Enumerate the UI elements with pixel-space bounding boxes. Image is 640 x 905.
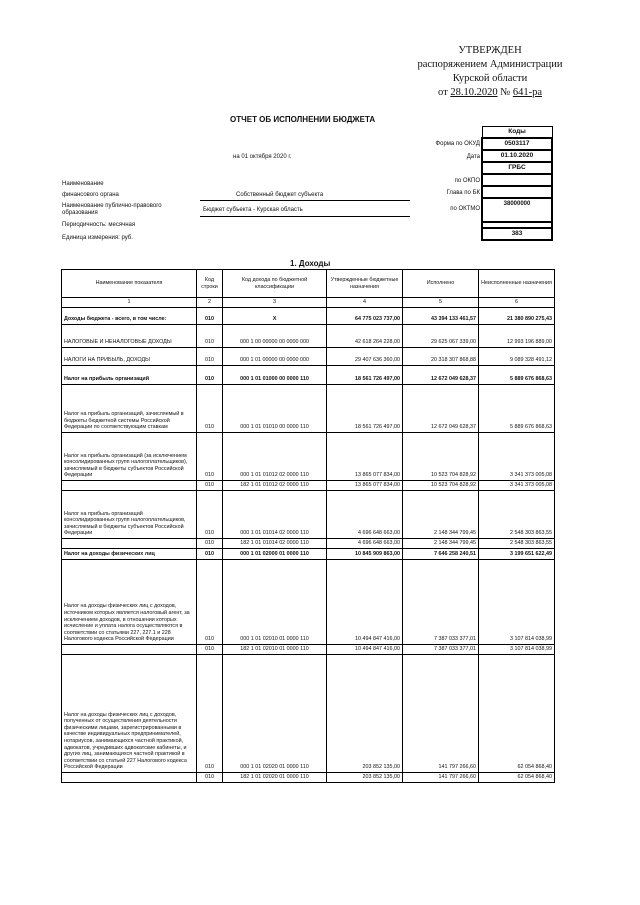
okei-code: 383: [482, 228, 552, 240]
table-row: [62, 366, 555, 385]
okud-label: Форма по ОКУД: [435, 141, 480, 147]
org-label-2: финансового органа: [62, 192, 119, 198]
chief-code: [482, 186, 552, 198]
unit-label: Единица измерения: руб.: [62, 235, 133, 241]
column-number: 6: [479, 298, 555, 308]
row-income-code: 182 1 01 01014 02 0000 110: [223, 539, 327, 549]
row-name: Доходы бюджета - всего, в том числе:: [62, 308, 197, 325]
approval-date: 28.10.2020: [450, 87, 498, 98]
column-header: Код строки: [197, 270, 223, 298]
row-unexecuted: 62 054 868,40: [479, 655, 555, 773]
row-income-code: 000 1 01 01014 02 0000 110: [223, 491, 327, 539]
row-unexecuted: 5 889 676 868,63: [479, 366, 555, 385]
row-approved: 64 775 023 737,00: [327, 308, 403, 325]
row-executed: 7 387 033 377,01: [403, 560, 479, 645]
row-executed: 141 797 266,60: [403, 655, 479, 773]
org-label-1: Наименование: [62, 181, 104, 187]
row-name: [62, 481, 197, 491]
row-approved: 10 494 847 416,00: [327, 645, 403, 655]
row-unexecuted: 3 341 373 005,08: [479, 481, 555, 491]
row-approved: 203 852 135,00: [327, 773, 403, 783]
row-approved: 10 494 847 416,00: [327, 560, 403, 645]
approval-number-sign: №: [500, 87, 511, 98]
row-name: НАЛОГИ НА ПРИБЫЛЬ, ДОХОДЫ: [62, 348, 197, 366]
approval-date-line: [390, 86, 590, 100]
row-approved: 10 845 909 863,00: [327, 549, 403, 560]
row-executed: 2 148 344 799,45: [403, 539, 479, 549]
approval-line: Курской области: [452, 73, 528, 84]
row-executed: 10 523 704 828,92: [403, 481, 479, 491]
row-line-code: 010: [197, 539, 223, 549]
codes-table: [481, 126, 553, 241]
row-approved: 29 407 636 360,00: [327, 348, 403, 366]
table-row: [62, 348, 555, 366]
row-income-code: 000 1 01 01010 00 0000 110: [223, 385, 327, 433]
table-row: [62, 655, 555, 773]
row-executed: 20 318 307 868,88: [403, 348, 479, 366]
row-name: Налог на прибыль организаций консолидированных групп налогоплательщиков, зачисляемый в бюджеты субъектов Российской Федерации: [62, 491, 197, 539]
approval-title: УТВЕРЖДЕН: [458, 45, 522, 56]
row-income-code: 182 1 01 02020 01 0000 110: [223, 773, 327, 783]
pplo-label-2: образования: [62, 210, 98, 216]
column-number: 4: [327, 298, 403, 308]
row-approved: 18 561 726 497,00: [327, 366, 403, 385]
pplo-label-1: Наименование публично-правового: [62, 203, 162, 209]
row-name: НАЛОГОВЫЕ И НЕНАЛОГОВЫЕ ДОХОДЫ: [62, 325, 197, 348]
row-income-code: 000 1 01 02020 01 0000 110: [223, 655, 327, 773]
row-line-code: 010: [197, 366, 223, 385]
column-header: Утвержденные бюджетные назначения: [327, 270, 403, 298]
row-income-code: 182 1 01 02010 01 0000 110: [223, 645, 327, 655]
revenue-table: [61, 269, 555, 783]
row-unexecuted: 5 889 676 868,63: [479, 385, 555, 433]
column-header: Наименование показателя: [62, 270, 197, 298]
row-line-code: 010: [197, 655, 223, 773]
row-income-code: 000 1 01 02010 01 0000 110: [223, 560, 327, 645]
row-unexecuted: 3 341 373 005,08: [479, 433, 555, 481]
approval-date-prefix: от: [437, 87, 448, 98]
row-approved: 4 696 648 663,00: [327, 539, 403, 549]
column-number-row: [62, 298, 555, 308]
table-row: [62, 491, 555, 539]
row-name: Налог на доходы физических лиц с доходов, источником которых является налоговый агент, за исключением доходов, в отношении которых исчисление и уплата налога осуществляются в соответствии со статьями 227, 227.1 и 228 Налогового кодекса Российской Федерации: [62, 560, 197, 645]
row-executed: 7 646 258 240,51: [403, 549, 479, 560]
table-row: [62, 481, 555, 491]
row-unexecuted: 62 054 868,40: [479, 773, 555, 783]
report-title: ОТЧЕТ ОБ ИСПОЛНЕНИИ БЮДЖЕТА: [230, 115, 376, 124]
row-name: Налог на прибыль организаций, зачисляемый в бюджеты бюджетной системы Российской Федерации по соответствующим ставкам: [62, 385, 197, 433]
column-header: Код дохода по бюджетной классификации: [223, 270, 327, 298]
row-approved: 13 865 077 834,00: [327, 433, 403, 481]
row-name: Налог на прибыль организаций (за исключением консолидированных групп налогоплательщиков), зачисляемый в бюджеты субъектов Российской Федерации: [62, 433, 197, 481]
row-executed: 7 387 033 377,01: [403, 645, 479, 655]
divider: [200, 216, 410, 217]
row-income-code: 000 1 01 01012 02 0000 110: [223, 433, 327, 481]
row-unexecuted: 2 548 303 863,55: [479, 491, 555, 539]
row-line-code: 010: [197, 481, 223, 491]
chief-label: Глава по БК: [446, 190, 480, 196]
row-line-code: 010: [197, 491, 223, 539]
oktmo-label: по ОКТМО: [450, 206, 480, 212]
table-row: [62, 325, 555, 348]
row-unexecuted: 2 548 303 863,55: [479, 539, 555, 549]
table-row: [62, 433, 555, 481]
approval-number: 641-ра: [512, 87, 543, 98]
row-income-code: X: [223, 308, 327, 325]
row-name: [62, 645, 197, 655]
divider: [200, 200, 410, 201]
approval-block: [390, 44, 590, 100]
column-number: 2: [197, 298, 223, 308]
row-income-code: 182 1 01 01012 02 0000 110: [223, 481, 327, 491]
org-value: Собственный бюджет субъекта: [236, 192, 324, 198]
okpo-label: по ОКПО: [454, 178, 480, 184]
row-line-code: 010: [197, 645, 223, 655]
row-executed: 29 625 067 339,00: [403, 325, 479, 348]
row-line-code: 010: [197, 325, 223, 348]
row-unexecuted: 9 089 328 491,12: [479, 348, 555, 366]
table-row: [62, 539, 555, 549]
table-row: [62, 773, 555, 783]
grbs-code: ГРБС: [482, 162, 552, 174]
row-name: Налог на доходы физических лиц с доходов, полученных от осуществления деятельности физическими лицами, зарегистрированными в качестве индивидуальных предпринимателей, нотариусов, занимающихся частной практикой, адвокатов, учредивших адвокатские кабинеты, и других лиц, занимающихся частной практикой в соответствии со статьей 227 Налогового кодекса Российской Федерации: [62, 655, 197, 773]
table-row: [62, 560, 555, 645]
column-number: 5: [403, 298, 479, 308]
row-executed: 141 797 266,60: [403, 773, 479, 783]
row-line-code: 010: [197, 773, 223, 783]
column-header: Исполнено: [403, 270, 479, 298]
period-label: Периодичность: месячная: [62, 222, 136, 228]
column-number: 1: [62, 298, 197, 308]
row-line-code: 010: [197, 308, 223, 325]
row-income-code: 000 1 01 01000 00 0000 110: [223, 366, 327, 385]
row-name: [62, 773, 197, 783]
codes-header: Коды: [482, 127, 552, 139]
row-income-code: 000 1 00 00000 00 0000 000: [223, 325, 327, 348]
approval-line: распоряжением Администрации: [417, 59, 563, 70]
row-approved: 4 696 648 663,00: [327, 491, 403, 539]
row-unexecuted: 21 380 890 275,43: [479, 308, 555, 325]
table-row: [62, 645, 555, 655]
row-name: Налог на доходы физических лиц: [62, 549, 197, 560]
row-approved: 42 618 264 228,00: [327, 325, 403, 348]
row-name: Налог на прибыль организаций: [62, 366, 197, 385]
row-unexecuted: 12 993 196 889,00: [479, 325, 555, 348]
pplo-value: Бюджет субъекта - Курская область: [203, 207, 303, 213]
row-name: [62, 539, 197, 549]
okud-code: 0503117: [482, 138, 552, 150]
table-row: [62, 385, 555, 433]
report-as-of-date: на 01 октября 2020 г.: [233, 154, 292, 160]
row-executed: 12 672 049 628,37: [403, 385, 479, 433]
row-executed: 12 672 049 628,37: [403, 366, 479, 385]
row-unexecuted: 3 107 814 038,99: [479, 645, 555, 655]
row-approved: 18 561 726 497,00: [327, 385, 403, 433]
row-approved: 13 865 077 834,00: [327, 481, 403, 491]
row-executed: 43 394 133 461,57: [403, 308, 479, 325]
row-income-code: 000 1 01 00000 00 0000 000: [223, 348, 327, 366]
row-unexecuted: 3 199 651 622,49: [479, 549, 555, 560]
row-line-code: 010: [197, 433, 223, 481]
row-unexecuted: 3 107 814 038,99: [479, 560, 555, 645]
row-line-code: 010: [197, 385, 223, 433]
column-header: Неисполненные назначения: [479, 270, 555, 298]
row-line-code: 010: [197, 560, 223, 645]
table-header-row: [62, 270, 555, 298]
row-executed: 2 148 344 799,45: [403, 491, 479, 539]
row-executed: 10 523 704 828,92: [403, 433, 479, 481]
date-label: Дата: [466, 154, 480, 160]
row-line-code: 010: [197, 348, 223, 366]
table-row: [62, 308, 555, 325]
okpo-code: [482, 174, 552, 186]
row-line-code: 010: [197, 549, 223, 560]
report-date-code: 01.10.2020: [482, 150, 552, 162]
column-number: 3: [223, 298, 327, 308]
row-approved: 203 852 135,00: [327, 655, 403, 773]
row-income-code: 000 1 01 02000 01 0000 110: [223, 549, 327, 560]
table-row: [62, 549, 555, 560]
oktmo-code: 38000000: [482, 198, 552, 222]
section-title: 1. Доходы: [290, 259, 331, 268]
